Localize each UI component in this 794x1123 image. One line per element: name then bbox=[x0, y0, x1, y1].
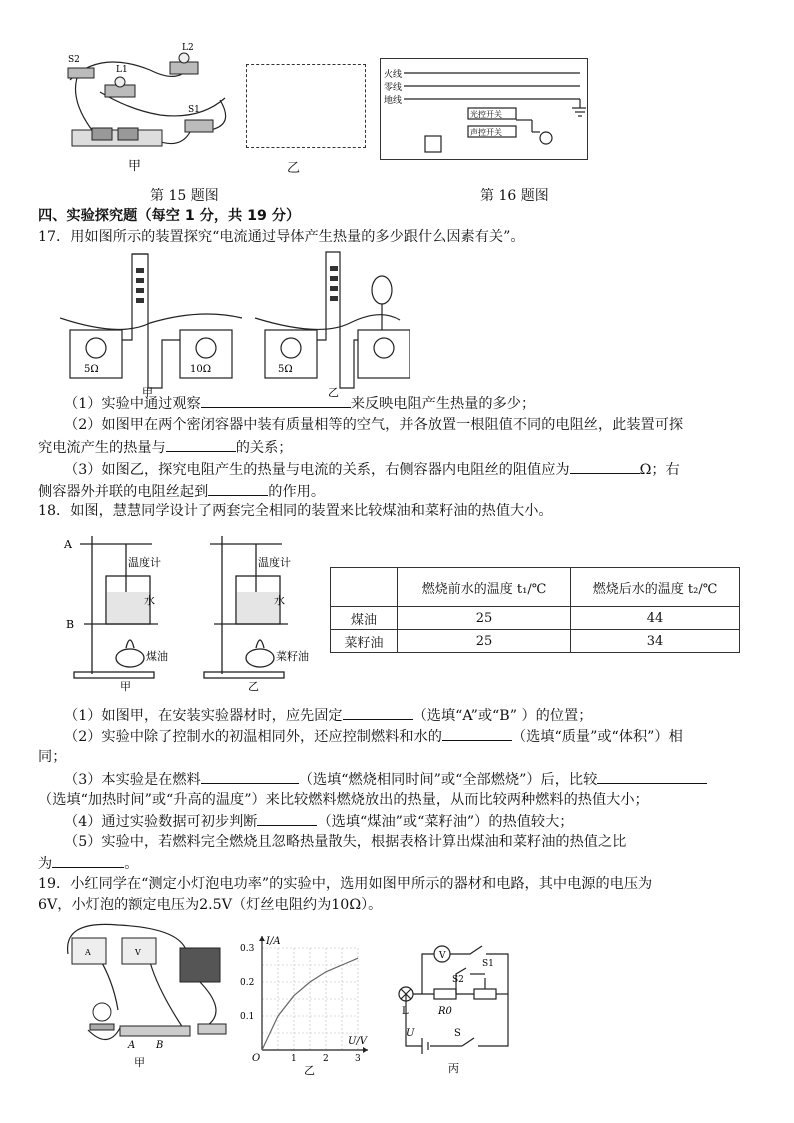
q17-blank1[interactable] bbox=[201, 392, 351, 408]
table-header-cell bbox=[331, 568, 398, 607]
q18-stem: 18．如图，慧慧同学设计了两套完全相同的装置来比较煤油和菜籽油的热值大小。 bbox=[38, 503, 553, 519]
y-tick-label: 0.1 bbox=[240, 1012, 255, 1022]
q19-circuit-u: U bbox=[406, 1028, 415, 1039]
q17-r-right: 10Ω bbox=[190, 364, 212, 375]
q19-iu-chart bbox=[240, 928, 378, 1076]
q18-part2: （2）实验中除了控制水的初温相同外，还应控制燃料和水的 （选填“质量”或“体积”）相 bbox=[64, 725, 754, 748]
fig16-di: 地线 bbox=[384, 96, 403, 106]
q19-circuit-l: L bbox=[402, 1006, 409, 1017]
q18-part3: （3）本实验是在燃料 （选填“燃烧相同时间”或“全部燃烧”）后，比较 bbox=[64, 768, 754, 791]
q19-circuit-s1: S1 bbox=[482, 959, 494, 969]
q18-blank1[interactable] bbox=[343, 704, 413, 720]
q17-stem: 17．用如图所示的装置探究“电流通过导体产生热量的多少跟什么因素有关”。 bbox=[38, 229, 525, 245]
q19-circuit-v: V bbox=[439, 951, 446, 961]
x-tick-label: 2 bbox=[323, 1054, 329, 1064]
table-cell: 25 bbox=[398, 607, 571, 630]
q17-figure bbox=[60, 248, 410, 398]
q18-thermo1: 温度计 bbox=[128, 556, 161, 569]
fig16-house-circuit bbox=[380, 58, 586, 158]
fig15-blank-box bbox=[246, 64, 366, 148]
q19-label-a: A bbox=[128, 1040, 136, 1051]
q18-label-jia: 甲 bbox=[120, 680, 131, 693]
q17-blank4[interactable] bbox=[208, 480, 268, 496]
x-axis-label: U/V bbox=[348, 1036, 368, 1047]
table-cell: 煤油 bbox=[331, 607, 398, 630]
q17-part3a: （3）如图乙，探究电阻产生的热量与电流的关系，右侧容器内电阻丝的阻值应为 Ω；右 bbox=[64, 458, 754, 481]
q18-water1: 水 bbox=[144, 594, 155, 607]
q18-part2c: 同； bbox=[38, 749, 67, 765]
q19-label-jia: 甲 bbox=[134, 1056, 145, 1069]
table-cell: 菜籽油 bbox=[331, 630, 398, 653]
q18-label-yi: 乙 bbox=[248, 680, 259, 693]
q17-part1: （1）实验中通过观察 来反映电阻产生热量的多少； bbox=[64, 392, 754, 415]
q19-circuit-diagram bbox=[382, 934, 522, 1074]
fig15-circuit-photo bbox=[60, 40, 240, 175]
table-cell: 44 bbox=[571, 607, 740, 630]
fig15-label-yi: 乙 bbox=[287, 161, 301, 176]
q18-fuel1: 煤油 bbox=[146, 650, 168, 663]
q18-label-b: B bbox=[66, 618, 75, 631]
x-tick-label: 3 bbox=[355, 1054, 361, 1064]
y-tick-label: 0.2 bbox=[240, 978, 255, 988]
q19-label-bing: 丙 bbox=[448, 1062, 459, 1074]
q18-part5b: 为 。 bbox=[38, 852, 754, 875]
q17-r-left2: 5Ω bbox=[278, 364, 293, 375]
fig16-huo: 火线 bbox=[384, 70, 403, 80]
q18-water2: 水 bbox=[274, 594, 285, 607]
table-cell: 25 bbox=[398, 630, 571, 653]
q18-part5: （5）实验中，若燃料完全燃烧且忽略热量散失，根据表格计算出煤油和菜籽油的热值之比 bbox=[64, 834, 627, 850]
fig15-s1: S1 bbox=[188, 105, 200, 115]
fig15-l2: L2 bbox=[182, 43, 194, 53]
table-cell: 34 bbox=[571, 630, 740, 653]
q17-blank3[interactable] bbox=[570, 458, 640, 474]
fig15-caption: 第 15 题图 bbox=[150, 188, 219, 204]
fig15-label-jia: 甲 bbox=[128, 159, 142, 174]
q19-voltmeter-label: V bbox=[135, 948, 141, 957]
q18-figure bbox=[62, 524, 342, 696]
fig16-ling: 零线 bbox=[384, 83, 403, 93]
q17-label-jia: 甲 bbox=[142, 386, 153, 398]
q18-blank3[interactable] bbox=[201, 768, 299, 784]
table-row bbox=[331, 630, 740, 653]
q19-ammeter-label: A bbox=[85, 948, 91, 957]
y-axis-label: I/A bbox=[266, 936, 281, 947]
q17-part3b: 侧容器外并联的电阻丝起到 的作用。 bbox=[38, 480, 754, 503]
q18-blank2[interactable] bbox=[442, 725, 512, 741]
table-row bbox=[331, 607, 740, 630]
q18-part3c: （选填“加热时间”或“升高的温度”）来比较燃料燃烧放出的热量，从而比较两种燃料的热值大小； bbox=[38, 792, 649, 808]
table-header-cell: 燃烧前水的温度 t₁/℃ bbox=[398, 568, 571, 607]
q18-blank4[interactable] bbox=[597, 768, 707, 784]
x-tick-label: 1 bbox=[291, 1054, 297, 1064]
q18-fuel2: 菜籽油 bbox=[276, 650, 309, 663]
section4-title: 四、实验探究题（每空 1 分，共 19 分） bbox=[38, 208, 301, 224]
fig15-l1: L1 bbox=[116, 65, 128, 75]
fig15-s2: S2 bbox=[68, 55, 80, 65]
q17-part2b: 究电流产生的热量与 的关系； bbox=[38, 436, 754, 459]
q17-label-yi: 乙 bbox=[328, 386, 339, 398]
q18-label-a: A bbox=[64, 538, 72, 551]
q19-apparatus bbox=[58, 920, 238, 1070]
q19-stem1: 19．小红同学在“测定小灯泡电功率”的实验中，选用如图甲所示的器材和电路，其中电源的电压为 bbox=[38, 876, 653, 892]
q19-circuit-s: S bbox=[454, 1028, 461, 1039]
q19-label-yi: 乙 bbox=[304, 1064, 315, 1076]
q17-r-left: 5Ω bbox=[84, 364, 99, 375]
origin-label: O bbox=[252, 1053, 261, 1064]
fig16-guang: 光控开关 bbox=[470, 110, 502, 119]
fig16-caption: 第 16 题图 bbox=[480, 188, 549, 204]
q17-part2a: （2）如图甲在两个密闭容器中装有质量相等的空气，并各放置一根阻值不同的电阻丝，此装置可探 bbox=[64, 417, 684, 433]
q19-label-b: B bbox=[156, 1040, 164, 1051]
q17-blank2[interactable] bbox=[166, 436, 236, 452]
fig16-sheng: 声控开关 bbox=[470, 128, 502, 137]
q19-circuit-s2: S2 bbox=[452, 975, 464, 985]
q19-stem2: 6V，小灯泡的额定电压为2.5V（灯丝电阻约为10Ω）。 bbox=[38, 897, 383, 913]
y-tick-label: 0.3 bbox=[240, 944, 255, 954]
table-header-row bbox=[331, 568, 740, 607]
q18-blank6[interactable] bbox=[52, 852, 124, 868]
q18-thermo2: 温度计 bbox=[258, 556, 291, 569]
q18-blank5[interactable] bbox=[257, 810, 317, 826]
q18-part1: （1）如图甲，在安装实验器材时，应先固定 （选填“A”或“B” ）的位置； bbox=[64, 704, 754, 727]
q19-circuit-r0: R0 bbox=[438, 1006, 452, 1017]
q18-part4: （4）通过实验数据可初步判断 （选填“煤油”或“菜籽油”）的热值较大； bbox=[64, 810, 754, 833]
q18-data-table bbox=[330, 567, 740, 653]
table-header-cell: 燃烧后水的温度 t₂/℃ bbox=[571, 568, 740, 607]
